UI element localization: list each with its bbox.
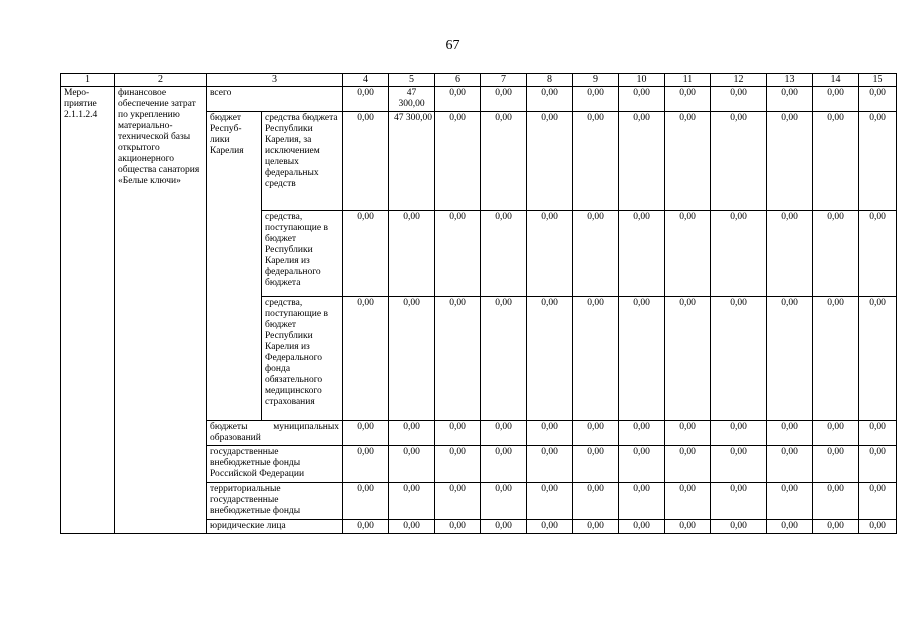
value-cell: 0,00 xyxy=(343,87,389,112)
value-cell: 0,00 xyxy=(859,87,897,112)
value-cell: 0,00 xyxy=(813,297,859,421)
value-cell: 0,00 xyxy=(859,421,897,446)
table-row xyxy=(61,87,897,112)
value-cell: 0,00 xyxy=(665,483,711,520)
value-cell: 0,00 xyxy=(573,297,619,421)
header-cell: 5 xyxy=(389,74,435,87)
value-cell: 0,00 xyxy=(859,297,897,421)
value-cell: 0,00 xyxy=(573,483,619,520)
value-cell: 0,00 xyxy=(619,421,665,446)
value-cell: 0,00 xyxy=(481,87,527,112)
value-cell: 0,00 xyxy=(527,297,573,421)
measure-description: финансовое обеспечение затрат по укреплению материально-технической базы открытого акционерного общества санатория «Белые ключи» xyxy=(115,87,207,534)
value-cell: 0,00 xyxy=(859,483,897,520)
value-cell: 0,00 xyxy=(711,520,767,534)
value-cell: 0,00 xyxy=(343,421,389,446)
header-cell: 8 xyxy=(527,74,573,87)
value-cell: 0,00 xyxy=(573,421,619,446)
value-cell: 0,00 xyxy=(711,112,767,211)
value-cell: 0,00 xyxy=(665,211,711,297)
value-cell: 0,00 xyxy=(619,446,665,483)
value-cell: 0,00 xyxy=(767,87,813,112)
value-cell: 0,00 xyxy=(573,520,619,534)
value-cell: 0,00 xyxy=(665,112,711,211)
source-label: бюджеты муниципальных образований xyxy=(207,421,343,446)
value-cell: 0,00 xyxy=(527,483,573,520)
value-cell: 0,00 xyxy=(481,211,527,297)
source-label: средства, поступающие в бюджет Республики Карелия из федерального бюджета xyxy=(262,211,343,297)
source-label: территориальные государственные внебюджетные фонды xyxy=(207,483,343,520)
value-cell: 0,00 xyxy=(435,297,481,421)
value-cell: 0,00 xyxy=(481,421,527,446)
value-cell: 0,00 xyxy=(527,421,573,446)
value-cell: 0,00 xyxy=(665,446,711,483)
value-cell: 0,00 xyxy=(573,112,619,211)
value-cell: 0,00 xyxy=(343,483,389,520)
header-cell: 3 xyxy=(207,74,343,87)
source-label: средства бюджета Республики Карелия, за исключением целевых федеральных средств xyxy=(262,112,343,211)
value-cell: 0,00 xyxy=(527,446,573,483)
header-cell: 15 xyxy=(859,74,897,87)
value-cell: 0,00 xyxy=(665,297,711,421)
value-cell: 0,00 xyxy=(711,297,767,421)
value-cell: 0,00 xyxy=(343,112,389,211)
value-cell: 0,00 xyxy=(389,520,435,534)
value-cell: 47 300,00 xyxy=(389,112,435,211)
value-cell: 0,00 xyxy=(619,211,665,297)
header-cell: 11 xyxy=(665,74,711,87)
value-cell: 0,00 xyxy=(435,87,481,112)
header-cell: 13 xyxy=(767,74,813,87)
value-cell: 0,00 xyxy=(389,446,435,483)
measure-code: Меро-приятие 2.1.1.2.4 xyxy=(61,87,115,534)
value-cell: 0,00 xyxy=(813,87,859,112)
value-cell: 0,00 xyxy=(481,446,527,483)
budget-table xyxy=(60,73,897,534)
value-cell: 0,00 xyxy=(481,483,527,520)
value-cell: 0,00 xyxy=(711,87,767,112)
value-cell: 0,00 xyxy=(813,483,859,520)
value-cell: 0,00 xyxy=(813,520,859,534)
value-cell: 0,00 xyxy=(711,483,767,520)
source-label: средства, поступающие в бюджет Республики Карелия из Федерального фонда обязательного медицинского страхования xyxy=(262,297,343,421)
value-cell: 0,00 xyxy=(435,520,481,534)
header-cell: 7 xyxy=(481,74,527,87)
header-cell: 4 xyxy=(343,74,389,87)
header-cell: 6 xyxy=(435,74,481,87)
value-cell: 0,00 xyxy=(767,520,813,534)
value-cell: 0,00 xyxy=(767,211,813,297)
value-cell: 0,00 xyxy=(859,211,897,297)
value-cell: 0,00 xyxy=(435,446,481,483)
value-cell: 0,00 xyxy=(767,297,813,421)
header-cell: 12 xyxy=(711,74,767,87)
value-cell: 0,00 xyxy=(389,483,435,520)
header-row xyxy=(61,74,897,87)
value-cell: 0,00 xyxy=(435,483,481,520)
value-cell: 0,00 xyxy=(527,211,573,297)
value-cell: 0,00 xyxy=(711,421,767,446)
value-cell: 0,00 xyxy=(343,520,389,534)
value-cell: 0,00 xyxy=(859,112,897,211)
value-cell: 0,00 xyxy=(619,112,665,211)
value-cell: 0,00 xyxy=(481,112,527,211)
value-cell: 0,00 xyxy=(435,421,481,446)
value-cell: 0,00 xyxy=(389,297,435,421)
value-cell: 0,00 xyxy=(389,421,435,446)
value-cell: 0,00 xyxy=(619,297,665,421)
value-cell: 0,00 xyxy=(527,112,573,211)
value-cell: 0,00 xyxy=(711,446,767,483)
value-cell: 47 300,00 xyxy=(389,87,435,112)
value-cell: 0,00 xyxy=(481,520,527,534)
value-cell: 0,00 xyxy=(813,112,859,211)
value-cell: 0,00 xyxy=(813,211,859,297)
value-cell: 0,00 xyxy=(619,520,665,534)
value-cell: 0,00 xyxy=(481,297,527,421)
header-cell: 1 xyxy=(61,74,115,87)
value-cell: 0,00 xyxy=(527,87,573,112)
value-cell: 0,00 xyxy=(573,87,619,112)
header-cell: 10 xyxy=(619,74,665,87)
value-cell: 0,00 xyxy=(859,446,897,483)
value-cell: 0,00 xyxy=(343,446,389,483)
value-cell: 0,00 xyxy=(767,421,813,446)
header-cell: 9 xyxy=(573,74,619,87)
value-cell: 0,00 xyxy=(343,211,389,297)
source-label: всего xyxy=(207,87,343,112)
value-cell: 0,00 xyxy=(527,520,573,534)
source-label: государственные внебюджетные фонды Российской Федерации xyxy=(207,446,343,483)
value-cell: 0,00 xyxy=(665,87,711,112)
value-cell: 0,00 xyxy=(813,446,859,483)
value-cell: 0,00 xyxy=(573,446,619,483)
value-cell: 0,00 xyxy=(767,112,813,211)
value-cell: 0,00 xyxy=(573,211,619,297)
value-cell: 0,00 xyxy=(343,297,389,421)
value-cell: 0,00 xyxy=(859,520,897,534)
value-cell: 0,00 xyxy=(435,211,481,297)
header-cell: 14 xyxy=(813,74,859,87)
value-cell: 0,00 xyxy=(619,87,665,112)
value-cell: 0,00 xyxy=(767,483,813,520)
value-cell: 0,00 xyxy=(665,520,711,534)
value-cell: 0,00 xyxy=(389,211,435,297)
source-label: юридические лица xyxy=(207,520,343,534)
value-cell: 0,00 xyxy=(619,483,665,520)
page-number: 67 xyxy=(445,38,460,53)
source-group-label: бюджет Респуб-лики Карелия xyxy=(207,112,262,421)
value-cell: 0,00 xyxy=(767,446,813,483)
value-cell: 0,00 xyxy=(665,421,711,446)
header-cell: 2 xyxy=(115,74,207,87)
value-cell: 0,00 xyxy=(711,211,767,297)
value-cell: 0,00 xyxy=(813,421,859,446)
value-cell: 0,00 xyxy=(435,112,481,211)
